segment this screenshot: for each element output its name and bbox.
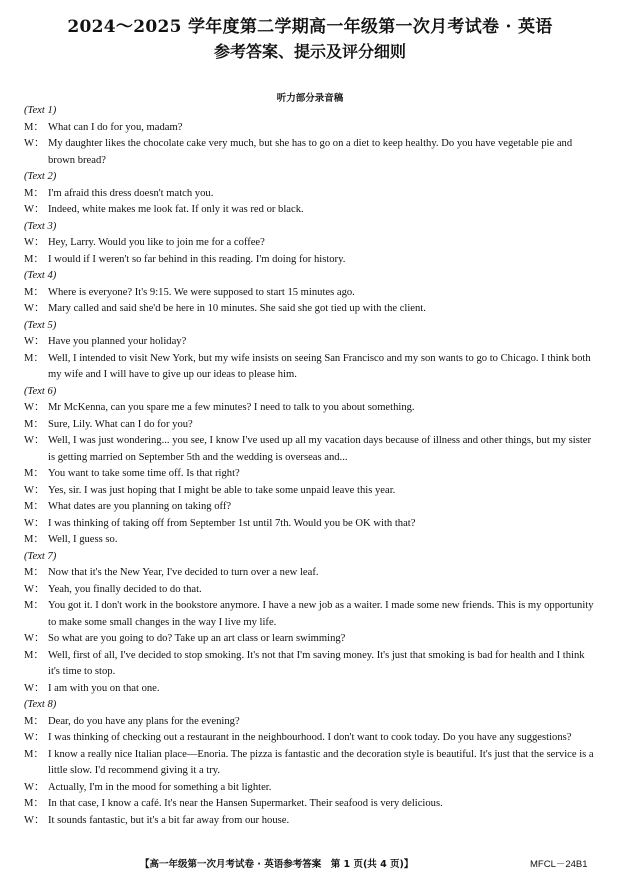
dialog-text: I would if I weren't so far behind in this reading. I'm doing for history. bbox=[48, 253, 346, 265]
dialog-text: It sounds fantastic, but it's a bit far away from our house. bbox=[48, 814, 290, 826]
speaker-label: M： bbox=[24, 748, 45, 760]
transcript-body bbox=[24, 103, 596, 829]
text-label bbox=[24, 318, 596, 335]
dialog-line bbox=[24, 186, 596, 203]
text-label-value: (Text 7) bbox=[24, 550, 57, 562]
page-subtitle: 参考答案、提示及评分细则 bbox=[213, 42, 406, 61]
text-label-value: (Text 5) bbox=[24, 319, 57, 331]
speaker-label: M： bbox=[24, 649, 45, 661]
dialog-line bbox=[24, 598, 596, 631]
speaker-label: W： bbox=[24, 484, 45, 496]
speaker-label: M： bbox=[24, 798, 45, 809]
speaker-label: M： bbox=[24, 600, 45, 611]
dialog-line bbox=[24, 400, 596, 417]
text-label-value: (Text 1) bbox=[24, 105, 57, 116]
dialog-text: Now that it's the New Year, I've decided to turn over a new leaf. bbox=[48, 567, 319, 578]
dialog-line bbox=[24, 648, 596, 681]
speaker-label: M： bbox=[24, 534, 45, 545]
dialog-line bbox=[24, 714, 596, 731]
speaker-label: M： bbox=[24, 187, 45, 199]
dialog-text: Mr McKenna, can you spare me a few minutes? I need to talk to you about something. bbox=[48, 402, 415, 413]
speaker-label: M： bbox=[24, 567, 45, 578]
dialog-text: In that case, I know a café. It's near the Hansen Supermarket. Their seafood is very delicious. bbox=[48, 798, 443, 809]
text-label-value: (Text 4) bbox=[24, 270, 57, 281]
speaker-label: W： bbox=[24, 633, 45, 644]
dialog-text: Sure, Lily. What can I do for you? bbox=[48, 418, 193, 430]
text-label bbox=[24, 697, 596, 714]
speaker-label: W： bbox=[24, 138, 45, 149]
page-title: 2024～2025 学年度第二学期高一年级第一次月考试卷 · 英语 bbox=[67, 17, 553, 37]
speaker-label: M： bbox=[24, 501, 45, 512]
dialog-line bbox=[24, 136, 596, 169]
text-label-value: (Text 2) bbox=[24, 171, 57, 182]
dialog-line bbox=[24, 730, 596, 747]
dialog-line bbox=[24, 499, 596, 516]
speaker-label: W： bbox=[24, 336, 45, 347]
dialog-text: What dates are you planning on taking off? bbox=[48, 501, 232, 512]
text-label-value: (Text 8) bbox=[24, 699, 57, 710]
speaker-label: W： bbox=[24, 814, 45, 826]
text-label-value: (Text 6) bbox=[24, 385, 57, 397]
dialog-text: Yes, sir. I was just hoping that I might be able to take some unpaid leave this year. bbox=[48, 484, 396, 496]
dialog-line bbox=[24, 796, 596, 813]
dialog-line bbox=[24, 417, 596, 434]
dialog-line bbox=[24, 202, 596, 219]
speaker-label: M： bbox=[24, 253, 45, 265]
dialog-line bbox=[24, 433, 596, 466]
text-label-value: (Text 3) bbox=[24, 220, 57, 232]
dialog-line bbox=[24, 532, 596, 549]
dialog-text: Dear, do you have any plans for the evening? bbox=[48, 715, 240, 727]
dialog-text: So what are you going to do? Take up an art class or learn swimming? bbox=[48, 633, 346, 644]
dialog-line bbox=[24, 235, 596, 252]
dialog-line bbox=[24, 582, 596, 599]
speaker-label: M： bbox=[24, 418, 45, 430]
dialog-text: I was thinking of checking out a restaurant in the neighbourhood. I don't want to cook today. Do you have any suggestions? bbox=[48, 732, 572, 743]
text-label bbox=[24, 384, 596, 401]
dialog-text: Well, first of all, I've decided to stop smoking. It's not that I'm saving money. It's just that smoking is bad for health and I think it's time to stop. bbox=[48, 649, 585, 677]
dialog-text: I was thinking of taking off from September 1st until 7th. Would you be OK with that? bbox=[48, 517, 416, 529]
speaker-label: M： bbox=[24, 715, 45, 727]
dialog-text: Where is everyone? It's 9:15. We were supposed to start 15 minutes ago. bbox=[48, 286, 355, 298]
dialog-line bbox=[24, 681, 596, 698]
dialog-line bbox=[24, 252, 596, 269]
section-title: 听力部分录音稿 bbox=[276, 93, 344, 104]
dialog-text: My daughter likes the chocolate cake very much, but she has to go on a diet to keep healthy. Do you have vegetable pie and brown bread? bbox=[48, 138, 573, 166]
speaker-label: M： bbox=[24, 352, 45, 364]
dialog-line bbox=[24, 780, 596, 797]
speaker-label: W： bbox=[24, 732, 45, 743]
dialog-line bbox=[24, 334, 596, 351]
speaker-label: W： bbox=[24, 303, 45, 314]
speaker-label: W： bbox=[24, 237, 45, 248]
dialog-line bbox=[24, 285, 596, 302]
speaker-label: W： bbox=[24, 517, 45, 529]
dialog-line bbox=[24, 516, 596, 533]
dialog-text: Well, I guess so. bbox=[48, 534, 118, 545]
dialog-text: You got it. I don't work in the bookstore anymore. I have a new job as a waiter. I made some new friends. This is my opportunity to make some small changes in the way I live my life. bbox=[48, 600, 594, 628]
speaker-label: W： bbox=[24, 435, 45, 446]
speaker-label: W： bbox=[24, 204, 45, 215]
dialog-line bbox=[24, 483, 596, 500]
dialog-text: What can I do for you, madam? bbox=[48, 121, 183, 133]
dialog-line bbox=[24, 351, 596, 384]
dialog-text: You want to take some time off. Is that right? bbox=[48, 468, 240, 479]
dialog-line bbox=[24, 565, 596, 582]
speaker-label: M： bbox=[24, 468, 45, 479]
dialog-text: Indeed, white makes me look fat. If only it was red or black. bbox=[48, 204, 304, 215]
dialog-text: Hey, Larry. Would you like to join me for a coffee? bbox=[48, 237, 265, 248]
footer-page-info: 【高一年级第一次月考试卷 · 英语参考答案 第 1 页(共 4 页)】 bbox=[140, 859, 414, 870]
dialog-line bbox=[24, 120, 596, 137]
dialog-line bbox=[24, 813, 596, 830]
text-label bbox=[24, 268, 596, 285]
text-label bbox=[24, 549, 596, 566]
speaker-label: W： bbox=[24, 583, 45, 595]
speaker-label: W： bbox=[24, 682, 45, 694]
dialog-line bbox=[24, 301, 596, 318]
text-label bbox=[24, 219, 596, 236]
dialog-text: Well, I was just wondering... you see, I know I've used up all my vacation days because of illness and other things, but my sister is getting married on September 5th and the wedding is overseas and... bbox=[48, 435, 591, 463]
speaker-label: M： bbox=[24, 286, 45, 298]
text-label bbox=[24, 169, 596, 186]
dialog-text: I know a really nice Italian place—Enoria. The pizza is fantastic and the decoration style is beautiful. It's just that the service is a little slow. I'd recommend giving it a try. bbox=[48, 748, 594, 776]
speaker-label: W： bbox=[24, 781, 45, 793]
dialog-text: I'm afraid this dress doesn't match you. bbox=[48, 187, 214, 199]
dialog-line bbox=[24, 747, 596, 780]
dialog-text: I am with you on that one. bbox=[48, 682, 160, 694]
dialog-text: Mary called and said she'd be here in 10 minutes. She said she got tied up with the client. bbox=[48, 303, 426, 314]
dialog-text: Yeah, you finally decided to do that. bbox=[48, 583, 202, 595]
text-label bbox=[24, 103, 596, 120]
speaker-label: M： bbox=[24, 121, 45, 133]
footer-code: MFCL－24B1 bbox=[530, 859, 588, 870]
dialog-line bbox=[24, 631, 596, 648]
dialog-text: Well, I intended to visit New York, but my wife insists on seeing San Francisco and my son wants to go to Chicago. I think both my wife and I will have to give up our ideas to please him. bbox=[48, 352, 591, 380]
dialog-text: Actually, I'm in the mood for something a bit lighter. bbox=[48, 781, 272, 793]
dialog-text: Have you planned your holiday? bbox=[48, 336, 187, 347]
speaker-label: W： bbox=[24, 402, 45, 413]
dialog-line bbox=[24, 466, 596, 483]
